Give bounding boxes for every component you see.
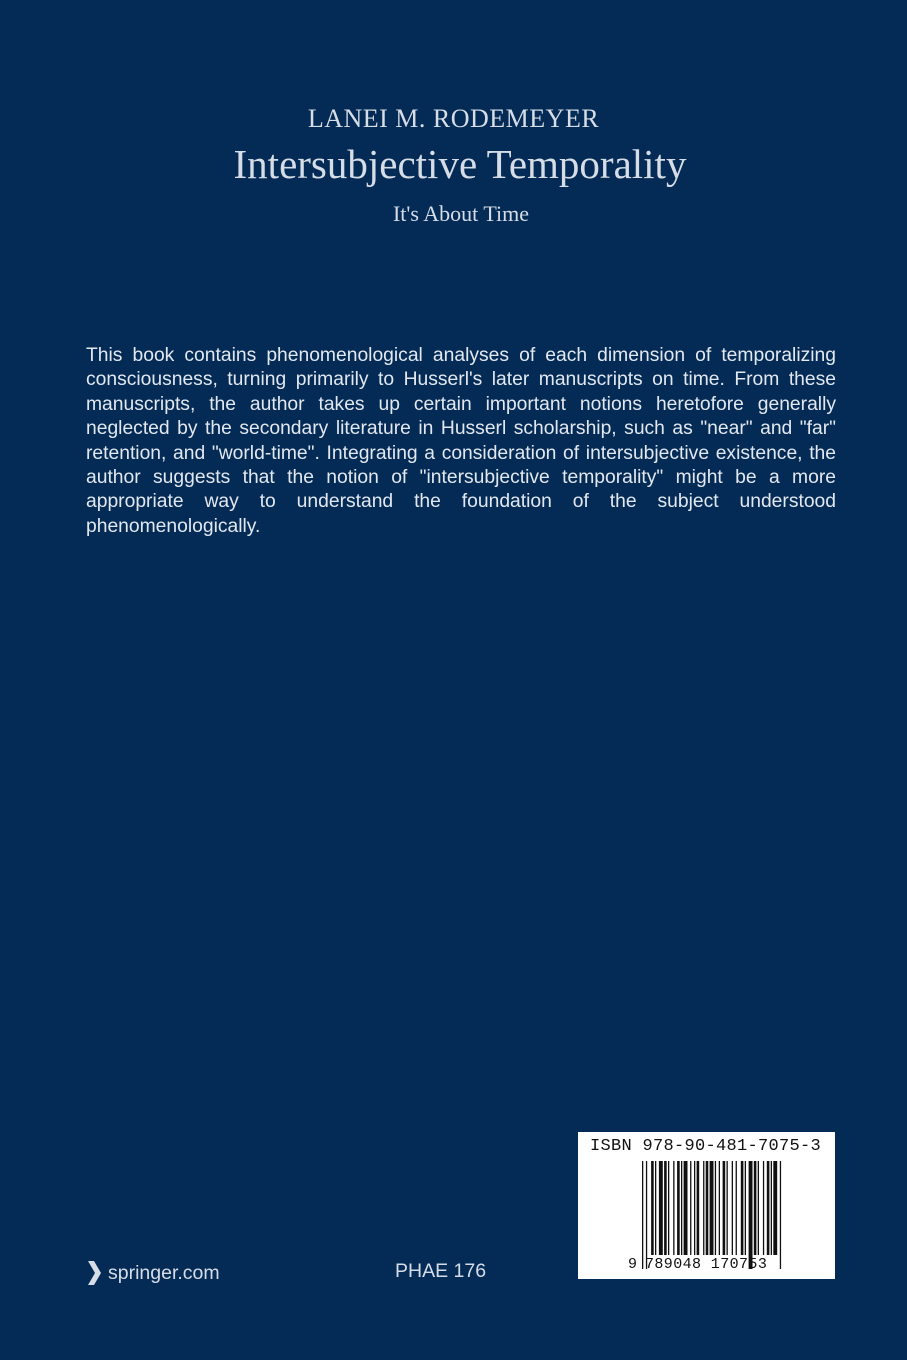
publisher-link[interactable] <box>86 1260 220 1286</box>
ean-digits: 789048 170753 <box>645 1256 768 1273</box>
isbn-barcode <box>578 1132 835 1279</box>
publisher-url: springer.com <box>108 1261 220 1284</box>
series-code: PHAE 176 <box>395 1260 487 1282</box>
book-description: This book contains phenomenological analyses of each dimension of temporalizing consciousness, turning primarily to Husserl's later manuscripts on time. From these manuscripts, the author takes up certain important notions heretofore generally neglected by the secondary literature in Husserl scholarship, such as "near" and "far" retention, and "world-time". Integrating a consideration of intersubjective existence, the author suggests that the notion of "intersubjective temporality" might be a more appropriate way to understand the foundation of the subject understood phenomenologically. <box>86 345 836 537</box>
author-name: LANEI M. RODEMEYER <box>307 104 600 133</box>
book-title: Intersubjective Temporality <box>233 141 687 187</box>
ean-first-digit: 9 <box>628 1256 638 1273</box>
book-subtitle: It's About Time <box>392 201 529 226</box>
isbn-number: ISBN 978-90-481-7075-3 <box>590 1137 822 1156</box>
chevron-right-icon <box>86 1260 102 1286</box>
